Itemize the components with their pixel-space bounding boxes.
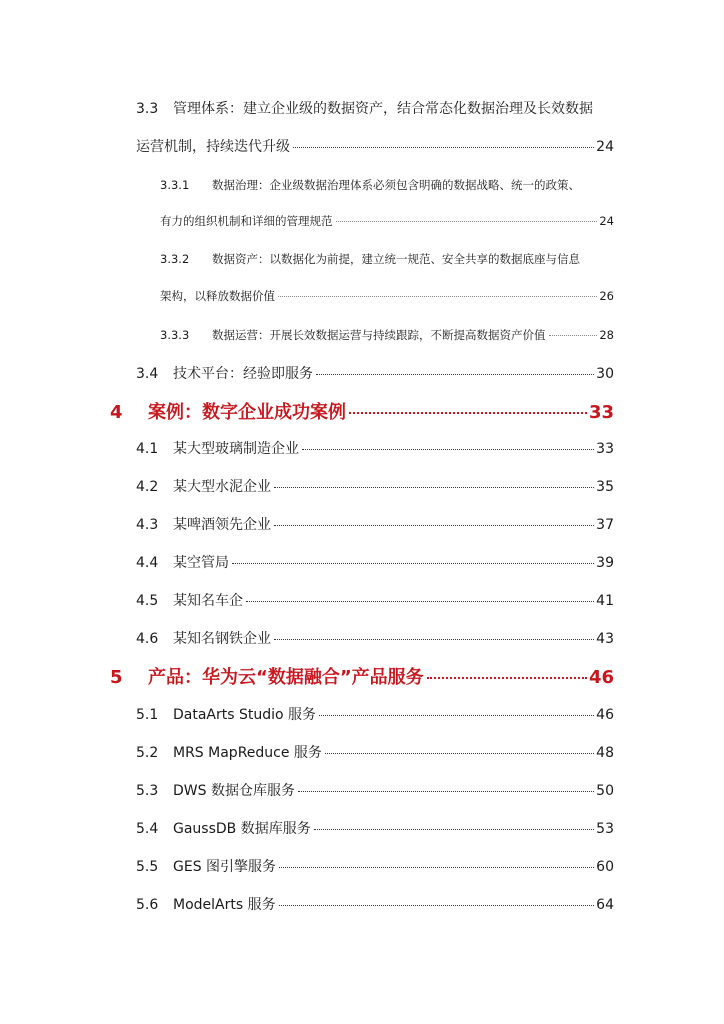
toc-entry-4-3[interactable] — [136, 514, 614, 534]
toc-title: 管理体系：建立企业级的数据资产，结合常态化数据治理及长效数据 — [173, 101, 593, 117]
dot-leader — [279, 904, 595, 906]
toc-page-number: 43 — [596, 631, 614, 647]
dot-leader — [298, 790, 594, 792]
toc-entry-3-3-3[interactable] — [160, 327, 614, 343]
dot-leader — [279, 866, 594, 868]
toc-page-number: 64 — [596, 897, 614, 913]
toc-title: 某知名车企 — [173, 593, 243, 609]
toc-entry-4-6[interactable] — [136, 628, 614, 648]
dot-leader — [302, 448, 594, 450]
toc-title: ModelArts 服务 — [173, 897, 276, 913]
toc-entry-5-2[interactable] — [136, 742, 614, 762]
toc-page-number: 50 — [596, 783, 614, 799]
toc-chapter-5[interactable] — [110, 663, 614, 689]
toc-page-number: 39 — [596, 555, 614, 571]
toc-title-continued: 架构，以释放数据价值 — [160, 289, 275, 303]
toc-page-number: 24 — [596, 139, 614, 155]
toc-entry-3-3-2-line1[interactable] — [160, 251, 614, 267]
toc-entry-3-4[interactable] — [136, 363, 614, 383]
toc-number: 5.6 — [136, 897, 159, 913]
toc-page-number: 28 — [599, 328, 614, 342]
toc-number: 4.3 — [136, 517, 159, 533]
toc-title: 某啤酒领先企业 — [173, 517, 271, 533]
dot-leader — [336, 220, 598, 222]
toc-number: 3.3 — [136, 101, 159, 117]
toc-number: 5.1 — [136, 707, 159, 723]
toc-entry-3-3-line2[interactable] — [136, 136, 614, 156]
toc-number: 3.3.2 — [160, 252, 190, 266]
toc-title-continued: 有力的组织机制和详细的管理规范 — [160, 214, 333, 228]
dot-leader — [549, 334, 598, 336]
toc-number: 4.2 — [136, 479, 159, 495]
toc-entry-3-3-1-line1[interactable] — [160, 177, 614, 193]
dot-leader — [232, 562, 594, 564]
toc-page-number: 46 — [596, 707, 614, 723]
toc-title: DWS 数据仓库服务 — [173, 783, 295, 799]
toc-number: 5.2 — [136, 745, 159, 761]
toc-entry-3-3-2-line2[interactable] — [160, 288, 614, 304]
toc-title: 某空管局 — [173, 555, 229, 571]
toc-number: 5.5 — [136, 859, 159, 875]
dot-leader — [274, 524, 594, 526]
toc-page-number: 53 — [596, 821, 614, 837]
toc-chapter-4[interactable] — [110, 398, 614, 424]
toc-number: 3.4 — [136, 366, 159, 382]
chapter-number: 4 — [110, 402, 123, 423]
dot-leader — [316, 373, 594, 375]
toc-page-number: 30 — [596, 366, 614, 382]
toc-page-number: 24 — [599, 214, 614, 228]
dot-leader — [325, 752, 594, 754]
toc-entry-4-2[interactable] — [136, 476, 614, 496]
toc-title-continued: 运营机制，持续迭代升级 — [136, 139, 290, 155]
dot-leader — [293, 146, 594, 148]
dot-leader — [314, 828, 594, 830]
toc-entry-5-6[interactable] — [136, 894, 614, 914]
toc-number: 4.4 — [136, 555, 159, 571]
toc-page-number: 48 — [596, 745, 614, 761]
toc-entry-3-3-line1[interactable] — [136, 98, 614, 118]
toc-number: 3.3.1 — [160, 178, 190, 192]
dot-leader — [427, 676, 587, 679]
toc-title: 数据运营：开展长效数据运营与持续跟踪，不断提高数据资产价值 — [212, 328, 546, 342]
toc-number: 4.6 — [136, 631, 159, 647]
toc-entry-4-4[interactable] — [136, 552, 614, 572]
toc-page-number: 33 — [596, 441, 614, 457]
toc-title: 数据资产：以数据化为前提，建立统一规范、安全共享的数据底座与信息 — [212, 252, 580, 266]
toc-title: GES 图引擎服务 — [173, 859, 277, 875]
toc-title: 技术平台：经验即服务 — [173, 366, 313, 382]
toc-number: 4.5 — [136, 593, 159, 609]
toc-page-number: 35 — [596, 479, 614, 495]
toc-page-number: 37 — [596, 517, 614, 533]
toc-page-number: 41 — [596, 593, 614, 609]
toc-title: DataArts Studio 服务 — [173, 707, 317, 723]
chapter-title: 案例：数字企业成功案例 — [148, 402, 346, 423]
toc-entry-5-4[interactable] — [136, 818, 614, 838]
toc-number: 4.1 — [136, 441, 159, 457]
toc-title: 某大型玻璃制造企业 — [173, 441, 299, 457]
dot-leader — [278, 295, 597, 297]
toc-number: 5.4 — [136, 821, 159, 837]
dot-leader — [349, 411, 587, 414]
chapter-page-number: 33 — [588, 402, 614, 423]
toc-page-number: 26 — [599, 289, 614, 303]
toc-title: GaussDB 数据库服务 — [173, 821, 311, 837]
dot-leader — [319, 714, 594, 716]
chapter-page-number: 46 — [588, 667, 614, 688]
toc-entry-5-3[interactable] — [136, 780, 614, 800]
toc-entry-5-5[interactable] — [136, 856, 614, 876]
toc-number: 5.3 — [136, 783, 159, 799]
toc-entry-5-1[interactable] — [136, 704, 614, 724]
toc-page-number: 60 — [596, 859, 614, 875]
chapter-number: 5 — [110, 667, 123, 688]
toc-title: MRS MapReduce 服务 — [173, 745, 322, 761]
toc-title: 数据治理：企业级数据治理体系必须包含明确的数据战略、统一的政策、 — [212, 178, 580, 192]
dot-leader — [246, 600, 594, 602]
toc-number: 3.3.3 — [160, 328, 190, 342]
toc-entry-3-3-1-line2[interactable] — [160, 213, 614, 229]
toc-entry-4-1[interactable] — [136, 438, 614, 458]
dot-leader — [274, 486, 594, 488]
toc-entry-4-5[interactable] — [136, 590, 614, 610]
chapter-title: 产品：华为云“数据融合”产品服务 — [148, 667, 424, 688]
dot-leader — [274, 638, 594, 640]
toc-title: 某大型水泥企业 — [173, 479, 271, 495]
toc-title: 某知名钢铁企业 — [173, 631, 271, 647]
